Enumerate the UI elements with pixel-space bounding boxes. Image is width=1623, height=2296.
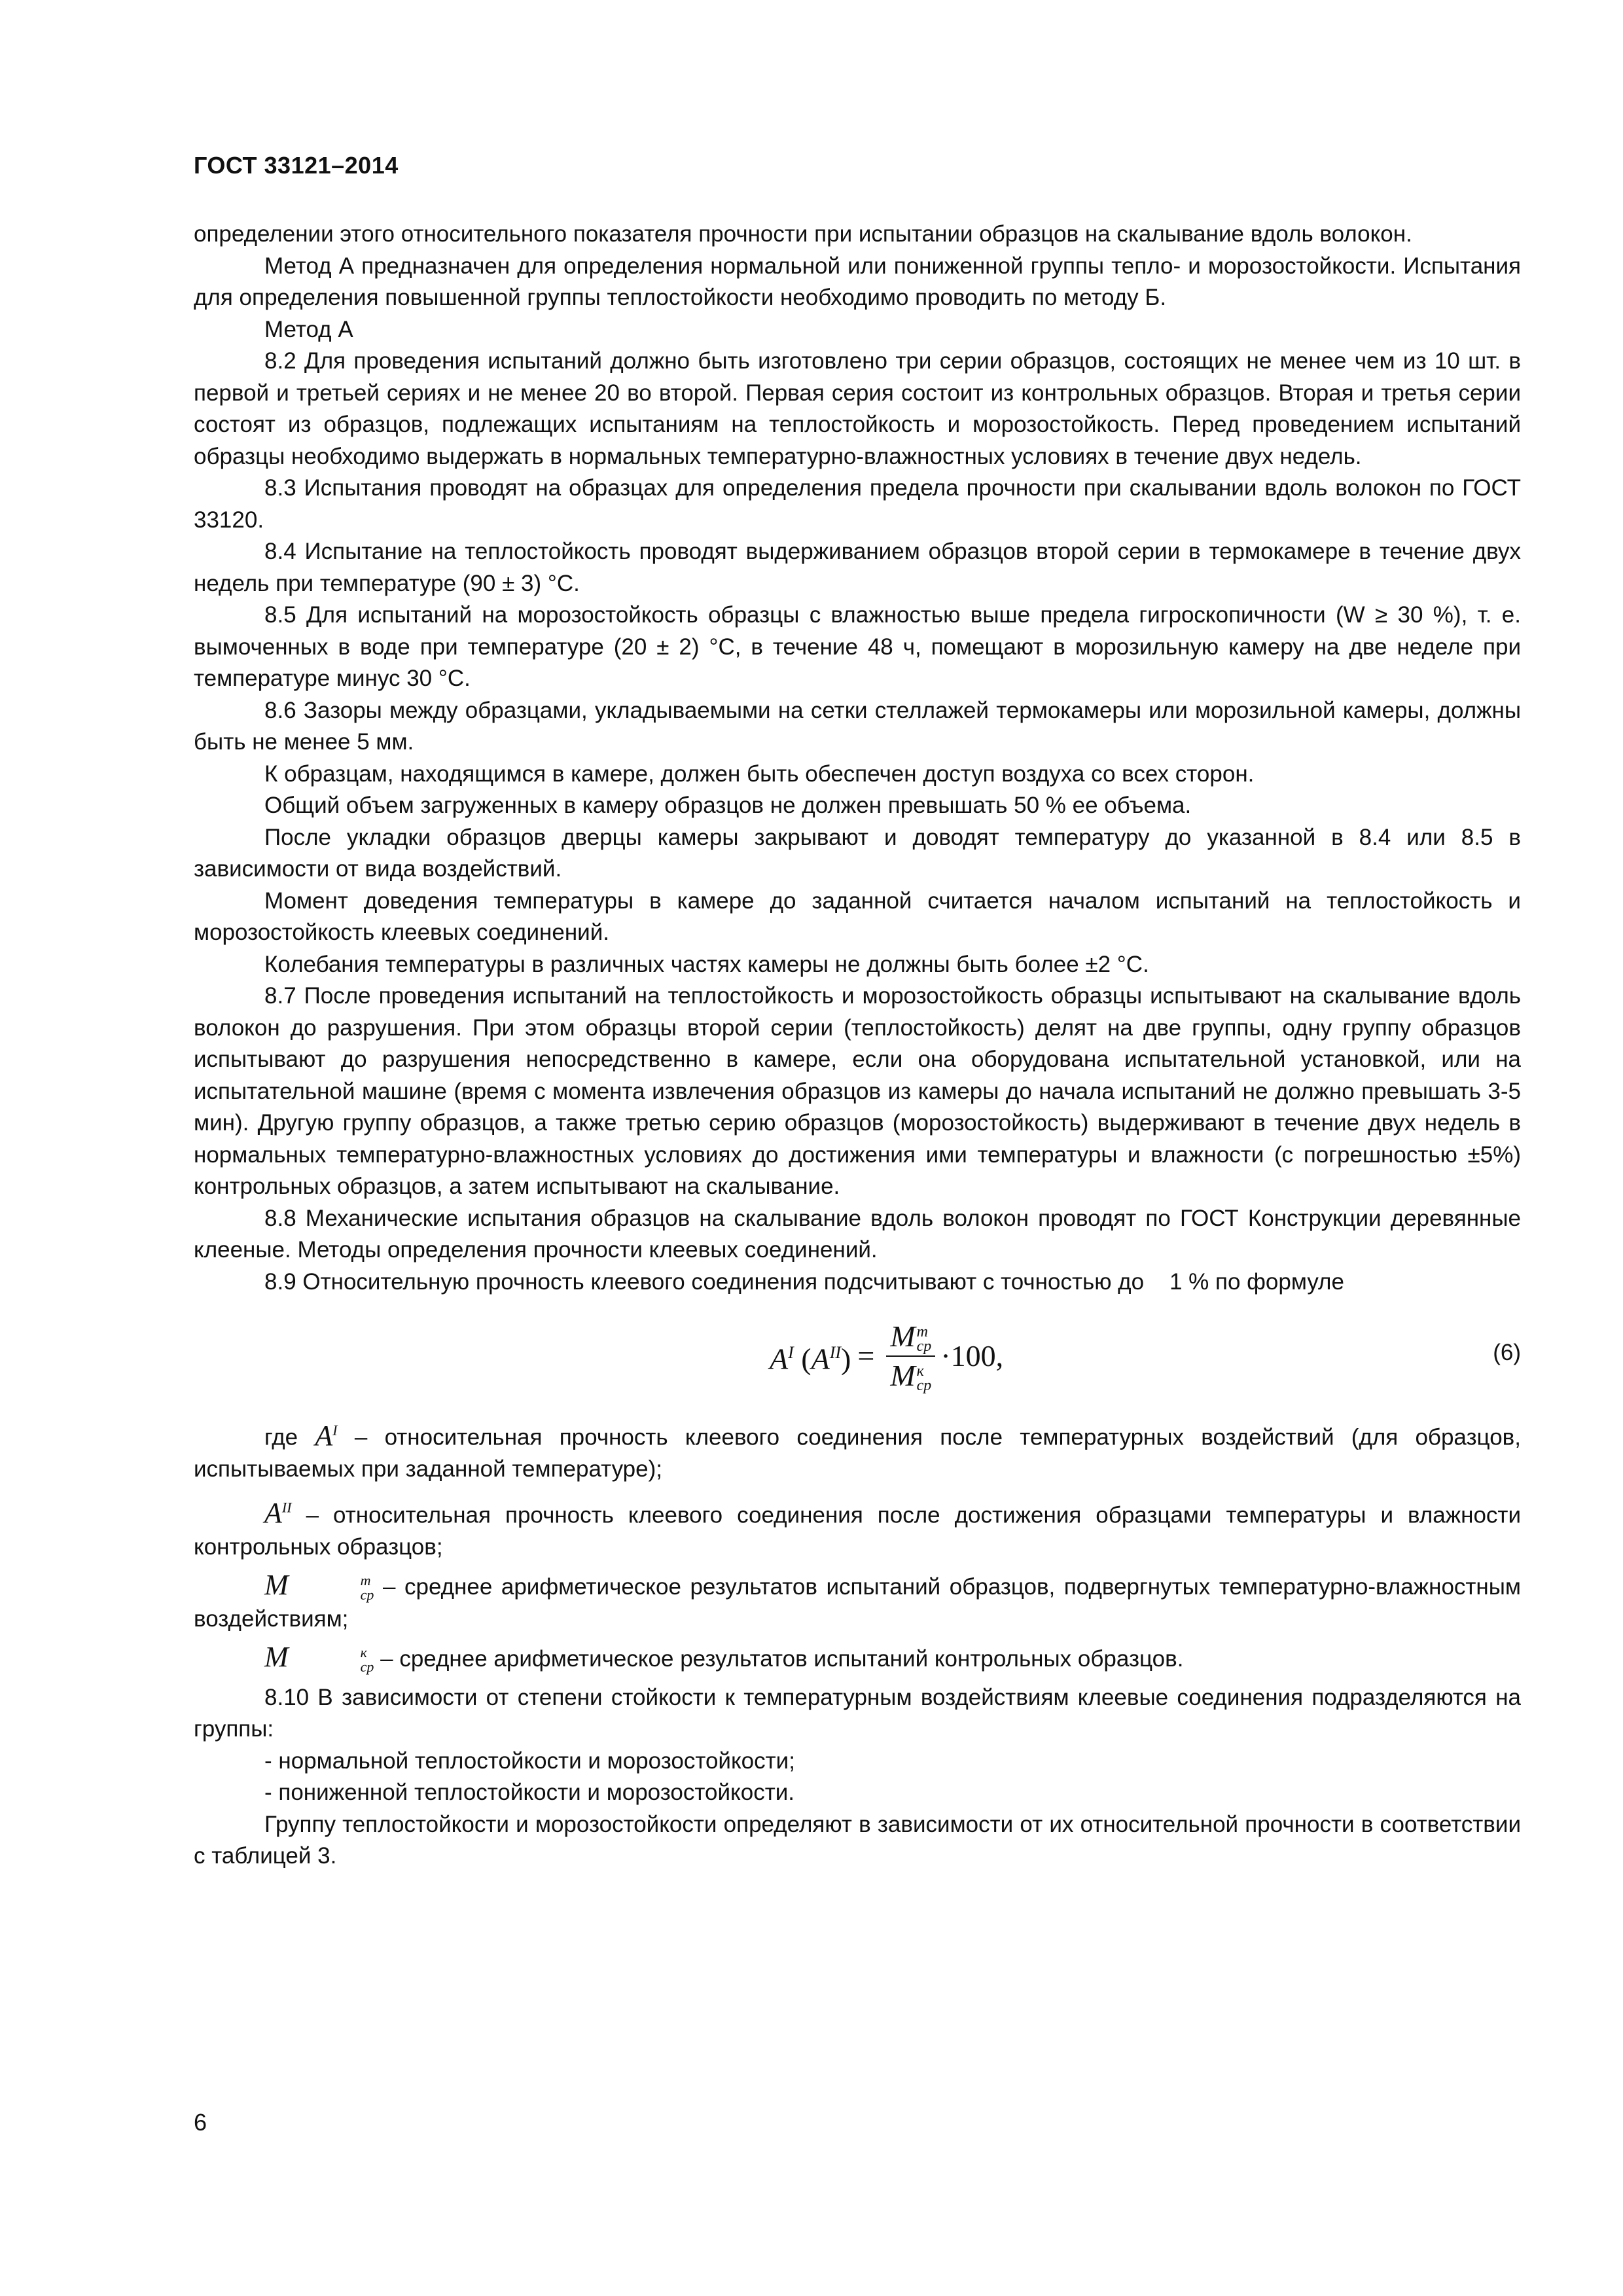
formula-lhs: $A^I$ $(A^{II})$: [770, 1342, 851, 1376]
paragraph: Метод А предназначен для определения нормальной или пониженной группы тепло- и морозостойкости. Испытания для определения повышенной группы теплостойкости необходимо проводить по методу Б.: [194, 253, 1521, 310]
paragraph-8-3: 8.3 Испытания проводят на образцах для определения предела прочности при скалывании вдоль волокон по ГОСТ 33120.: [194, 475, 1521, 533]
definition-a2: $A^{II}$ – относительная прочность клеевого соединения после достижения образцами температуры и влажности контрольных образцов;: [194, 1497, 1521, 1560]
formula-numerator: M m ср: [890, 1319, 932, 1355]
list-item: - нормальной теплостойкости и морозостойкости;: [264, 1748, 795, 1774]
paragraph-8-6: 8.6 Зазоры между образцами, укладываемыми на сетки стеллажей термокамеры или морозильной камеры, должны быть не менее 5 мм.: [194, 697, 1521, 755]
paragraph-8-2: 8.2 Для проведения испытаний должно быть изготовлено три серии образцов, состоящих не менее чем из 10 шт. в первой и третьей сериях и не менее 20 во второй. Первая серия состоит из контрольных образцов. Вторая и третья серии состоят из образцов, подлежащих испытаниям на теплостойкость и морозостойкость. Перед проведением испытаний образцы необходимо выдержать в нормальных температурно-влажностных условиях в течение двух недель.: [194, 348, 1521, 469]
paragraph: Момент доведения температуры в камере до заданной считается началом испытаний на теплостойкость и морозостойкость клеевых соединений.: [194, 888, 1521, 945]
definition-m-t: M m ср – среднее арифметическое результатов испытаний образцов, подвергнутых температурно-влажностным воздействиям;: [194, 1569, 1521, 1632]
formula-block: [194, 1307, 1521, 1405]
paragraph-8-8: 8.8 Механические испытания образцов на скалывание вдоль волокон проводят по ГОСТ Конструкции деревянные клееные. Методы определения прочности клеевых соединений.: [194, 1205, 1521, 1263]
formula-multiplier: ·100: [940, 1338, 996, 1372]
formula-denominator: M к ср: [890, 1359, 932, 1395]
paragraph: После укладки образцов дверцы камеры закрывают и доводят температуру до указанной в 8.4 или 8.5 в зависимости от вида воздействий.: [194, 824, 1521, 882]
definition-a1: где $A^I$ – относительная прочность клеевого соединения после температурных воздействий (для образцов, испытываемых при заданной температуре);: [194, 1419, 1521, 1482]
paragraph-8-5: 8.5 Для испытаний на морозостойкость образцы с влажностью выше предела гигроскопичности (W ≥ 30 %), т. е. вымоченных в воде при температуре (20 ± 2) °С, в течение 48 ч, помещают в морозильную камеру на две неделе при температуре минус 30 °С.: [194, 602, 1521, 691]
formula-equals: =: [857, 1338, 875, 1372]
paragraph: Группу теплостойкости и морозостойкости определяют в зависимости от их относительной прочности в соответствии с таблицей 3.: [194, 1811, 1521, 1869]
paragraph: К образцам, находящимся в камере, должен быть обеспечен доступ воздуха со всех сторон.: [264, 761, 1255, 787]
definition-m-k: M к ср – среднее арифметическое результатов испытаний контрольных образцов.: [264, 1641, 1184, 1676]
paragraph-8-7: 8.7 После проведения испытаний на теплостойкость и морозостойкость образцы испытывают на скалывание вдоль волокон до разрушения. При этом образцы второй серии (теплостойкость) делят на две группы, одну группу образцов испытывают до разрушения непосредственно в камере, если она оборудована испытательной установкой, или на испытательной машине (время с момента извлечения образцов из камеры до начала испытаний не должно превышать 3-5 мин). Другую группу образцов, а также третью серию образцов (морозостойкость) выдерживают в течение двух недель в нормальных температурно-влажностных условиях до достижения ими температуры и влажности (с погрешностью ±5%) контрольных образцов, а затем испытывают на скалывание.: [194, 983, 1521, 1199]
equation-number: (6): [1493, 1340, 1521, 1365]
paragraph-8-4: 8.4 Испытание на теплостойкость проводят выдерживанием образцов второй серии в термокамере в течение двух недель при температуре (90 ± 3) °С.: [194, 539, 1521, 596]
paragraph: определении этого относительного показателя прочности при испытании образцов на скалывание вдоль волокон.: [194, 221, 1412, 247]
paragraph: Общий объем загруженных в камеру образцов не должен превышать 50 % ее объема.: [264, 793, 1192, 818]
paragraph-8-10: 8.10 В зависимости от степени стойкости к температурным воздействиям клеевые соединения подразделяются на группы:: [194, 1684, 1521, 1742]
document-body: [194, 219, 1521, 1873]
document-header: ГОСТ 33121–2014: [194, 152, 399, 179]
list-item: - пониженной теплостойкости и морозостойкости.: [264, 1780, 795, 1806]
paragraph: Колебания температуры в различных частях камеры не должны быть более ±2 °С.: [264, 951, 1149, 977]
formula-fraction: [886, 1318, 935, 1395]
paragraph-8-9: 8.9 Относительную прочность клеевого соединения подсчитывают с точностью до 1 % по формуле: [264, 1268, 1344, 1295]
section-heading: Метод А: [264, 316, 353, 342]
formula-6: $A^I$ $(A^{II})$ = M m ср M к ср ·100 ,: [770, 1307, 1003, 1405]
page-number: 6: [194, 2109, 207, 2136]
